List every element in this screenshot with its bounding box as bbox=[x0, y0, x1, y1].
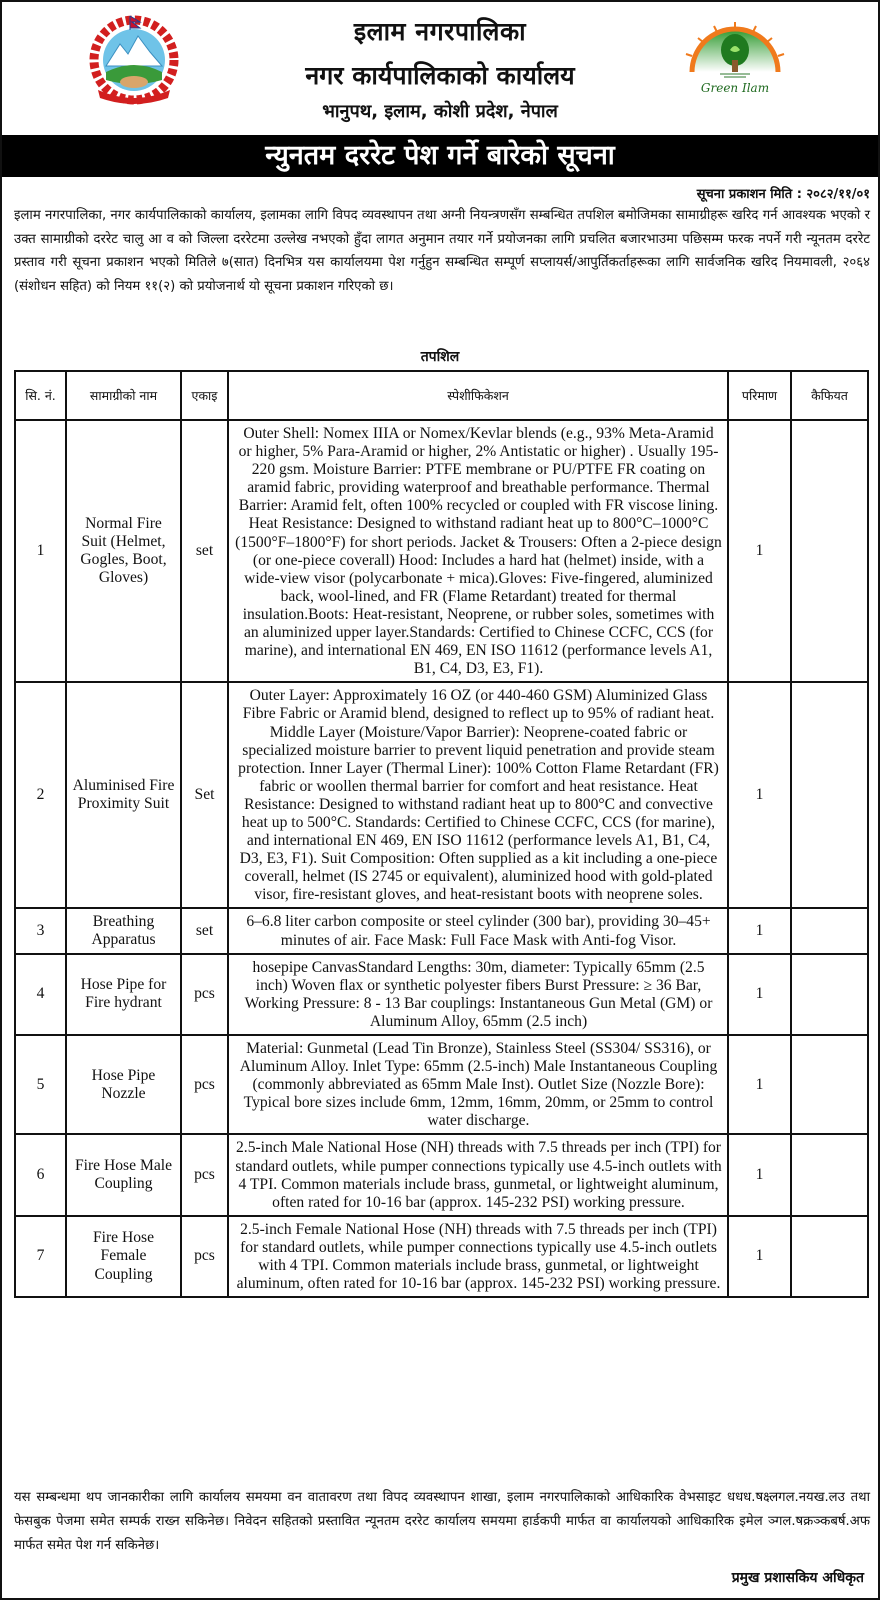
cell-unit: pcs bbox=[181, 1134, 228, 1215]
table-row bbox=[15, 908, 868, 953]
letterhead bbox=[2, 2, 878, 132]
cell-remarks bbox=[791, 420, 868, 682]
cell-serial-number: 1 bbox=[15, 420, 66, 682]
publication-date-value: २०८२/११/०१ bbox=[806, 187, 870, 202]
cell-unit: pcs bbox=[181, 1216, 228, 1297]
notice-title-banner: न्युनतम दररेट पेश गर्ने बारेको सूचना bbox=[2, 135, 878, 177]
cell-specification: Outer Shell: Nomex IIIA or Nomex/Kevlar blends (e.g., 93% Meta-Aramid or higher, 5% Para-Aramid or higher, 2% Antistatic or higher) . Usually 195-220 gsm. Moisture Barrier: PTFE membrane or PU/PTFE FR coating on aramid fabric, providing waterproof and breathable performance. Thermal Barrier: Aramid felt, often 100% recycled or coupled with FR viscose lining. Heat Resistance: Designed to withstand radiant heat up to 800°C–1000°C (1500°F–1800°F) for short periods. Jacket & Trousers: Often a 2-piece design (or one-piece coverall) Hood: Includes a hard hat (helmet) inside, with a wide-view visor (polycarbonate + mica).Gloves: Five-fingered, aluminized back, wool-lined, and FR (Flame Retardant) treated for thermal insulation.Boots: Heat-resistant, Neoprene, or rubber soles, sometimes with an aluminized upper layer.Standards: Certified to Chinese CCFC, CCS (for marine), and international EN 469, EN ISO 11612 (performance levels A1, B1, C4, D3, E3, F1). bbox=[228, 420, 728, 682]
green-ilam-logo-text: Green Ilam bbox=[700, 81, 770, 95]
cell-serial-number: 6 bbox=[15, 1134, 66, 1215]
office-address: भानुपथ, इलाम, कोशी प्रदेश, नेपाल bbox=[322, 101, 558, 122]
cell-serial-number: 5 bbox=[15, 1035, 66, 1134]
header-remarks: कैफियत bbox=[791, 371, 868, 420]
table-row bbox=[15, 954, 868, 1035]
cell-unit: set bbox=[181, 908, 228, 953]
table-header-row bbox=[15, 371, 868, 420]
cell-remarks bbox=[791, 1035, 868, 1134]
cell-specification: Outer Layer: Approximately 16 OZ (or 440-460 GSM) Aluminized Glass Fibre Fabric or Aramid blend, designed to reflect up to 95% of radiant heat. Middle Layer (Moisture/Vapor Barrier): Neoprene-coated fabric or specialized moisture barrier to prevent liquid penetration and provide steam protection. Inner Layer (Thermal Liner): 100% Cotton Flame Retardant (FR) fabric or woollen thermal barrier for comfort and heat resistance. Heat Resistance: Designed to withstand radiant heat up to 800°C and convective heat up to 500°C. Standards: Certified to Chinese CCFC, CCS (for marine), and international EN 469, EN ISO 11612 (performance levels A1, B1, C4, D3, E3, F1). Suit Composition: Often supplied as a kit including a one-piece coverall, helmet (IS 2745 or equivalent), aluminized hood with gold-plated visor, fire-resistant gloves, and heat-resistant boots with neoprene soles. bbox=[228, 682, 728, 908]
cell-unit: set bbox=[181, 420, 228, 682]
cell-serial-number: 7 bbox=[15, 1216, 66, 1297]
cell-item-name: Aluminised Fire Proximity Suit bbox=[66, 682, 181, 908]
table-row bbox=[15, 682, 868, 908]
header-specification: स्पेशीफिकेशन bbox=[228, 371, 728, 420]
organization-name: इलाम नगरपालिका bbox=[353, 17, 527, 46]
cell-remarks bbox=[791, 954, 868, 1035]
cell-remarks bbox=[791, 1134, 868, 1215]
cell-quantity: 1 bbox=[728, 420, 791, 682]
cell-item-name: Hose Pipe Nozzle bbox=[66, 1035, 181, 1134]
schedule-title: तपशिल bbox=[420, 349, 460, 365]
cell-item-name: Fire Hose Male Coupling bbox=[66, 1134, 181, 1215]
cell-quantity: 1 bbox=[728, 1216, 791, 1297]
cell-specification: Material: Gunmetal (Lead Tin Bronze), Stainless Steel (SS304/ SS316), or Aluminum Alloy. Inlet Type: 65mm (2.5-inch) Male Instantaneous Coupling (commonly abbreviated as 65mm Male Inst). Outlet Size (Nozzle Bore): Typical bore sizes include 6mm, 12mm, 16mm, 20mm, or 25mm to control water discharge. bbox=[228, 1035, 728, 1134]
table-row bbox=[15, 1134, 868, 1215]
cell-quantity: 1 bbox=[728, 1134, 791, 1215]
cell-specification: 6–6.8 liter carbon composite or steel cylinder (300 bar), providing 30–45+ minutes of air. Face Mask: Full Face Mask with Anti-fog Visor. bbox=[228, 908, 728, 953]
cell-quantity: 1 bbox=[728, 908, 791, 953]
header-unit: एकाइ bbox=[181, 371, 228, 420]
items-table bbox=[14, 370, 869, 1298]
cell-item-name: Fire Hose Female Coupling bbox=[66, 1216, 181, 1297]
cell-remarks bbox=[791, 908, 868, 953]
table-row bbox=[15, 1216, 868, 1297]
header-serial-number: सि. नं. bbox=[15, 371, 66, 420]
cell-item-name: Hose Pipe for Fire hydrant bbox=[66, 954, 181, 1035]
office-name: नगर कार्यपालिकाको कार्यालय bbox=[305, 61, 575, 90]
publication-date bbox=[697, 184, 870, 202]
table-row bbox=[15, 1035, 868, 1134]
cell-serial-number: 3 bbox=[15, 908, 66, 953]
notice-intro-paragraph: इलाम नगरपालिका, नगर कार्यपालिकाको कार्यालय, इलामका लागि विपद व्यवस्थापन तथा अग्नी नियन्त्रणसँग सम्बन्धित तपशिल बमोजिमका सामाग्रीहरू खरिद गर्न आवश्यक भएको र उक्त सामाग्रीको दररेट चालु आ व को जिल्ला दररेटमा उल्लेख नभएको हुँदा लागत अनुमान तयार गर्ने प्रयोजनका लागि प्रचलित बजारभाउमा पछिसम्म फरक नपर्ने गरी न्यूनतम दररेट प्रस्ताव गरी सूचना प्रकाशन भएको मितिले ७(सात) दिनभित्र यस कार्यालयमा पेश गर्नुहुन सम्बन्धित सम्पूर्ण सप्लायर्स/आपुर्तिकर्ताहरूका लागि सार्वजनिक खरिद नियमावली, २०६४ (संशोधन सहित) को नियम ११(२) को प्रयोजनार्थ यो सूचना प्रकाशन गरिएको छ। bbox=[14, 208, 870, 294]
cell-specification: hosepipe CanvasStandard Lengths: 30m, diameter: Typically 65mm (2.5 inch) Woven flax or synthetic polyester fibers Burst Pressure: ≥ 36 Bar, Working Pressure: 8 - 13 Bar couplings: Instantaneous Gun Metal (GM) or Aluminum Alloy, 65mm (2.5 inch) bbox=[228, 954, 728, 1035]
cell-remarks bbox=[791, 1216, 868, 1297]
cell-unit: pcs bbox=[181, 954, 228, 1035]
cell-unit: Set bbox=[181, 682, 228, 908]
header-item-name: सामाग्रीको नाम bbox=[66, 371, 181, 420]
cell-item-name: Normal Fire Suit (Helmet, Gogles, Boot, Gloves) bbox=[66, 420, 181, 682]
cell-quantity: 1 bbox=[728, 1035, 791, 1134]
cell-specification: 2.5-inch Female National Hose (NH) threads with 7.5 threads per inch (TPI) for standard outlets, while pumper connections typically use 4.5-inch outlets with 4 TPI. Common materials include brass, gunmetal, or lightweight aluminum, often rated for 10-16 bar (approx. 145-232 PSI) working pressure. bbox=[228, 1216, 728, 1297]
header-quantity: परिमाण bbox=[728, 371, 791, 420]
cell-serial-number: 4 bbox=[15, 954, 66, 1035]
cell-quantity: 1 bbox=[728, 682, 791, 908]
cell-unit: pcs bbox=[181, 1035, 228, 1134]
cell-serial-number: 2 bbox=[15, 682, 66, 908]
signatory-title: प्रमुख प्रशासकिय अधिकृत bbox=[731, 1570, 864, 1586]
publication-date-label: सूचना प्रकाशन मिति : bbox=[696, 187, 802, 202]
cell-item-name: Breathing Apparatus bbox=[66, 908, 181, 953]
cell-specification: 2.5-inch Male National Hose (NH) threads with 7.5 threads per inch (TPI) for standard outlets, while pumper connections typically use 4.5-inch outlets with 4 TPI. Common materials include brass, gunmetal, or lightweight aluminum, often rated for 10-16 bar (approx. 145-232 PSI) working pressure. bbox=[228, 1134, 728, 1215]
cell-remarks bbox=[791, 682, 868, 908]
green-ilam-logo bbox=[674, 20, 796, 100]
cell-quantity: 1 bbox=[728, 954, 791, 1035]
table-row bbox=[15, 420, 868, 682]
contact-information-paragraph: यस सम्बन्धमा थप जानकारीका लागि कार्यालय समयमा वन वातावरण तथा विपद व्यवस्थापन शाखा, इलाम नगरपालिकाको आधिकारिक वेभसाइट धधध.षक्ष्लगल.नयख.लउ तथा फेसबुक पेजमा समेत सम्पर्क राख्न सकिनेछ। निवेदन सहितको प्रस्तावित न्यूनतम दररेट कार्यालय समयमा हार्डकपी मार्फत वा कार्यालयको आधिकारिक इमेल ञ्गल.षक्रञ्कबर्ष.अफ मार्फत समेत पेश गर्न सकिनेछ। bbox=[14, 1490, 870, 1553]
